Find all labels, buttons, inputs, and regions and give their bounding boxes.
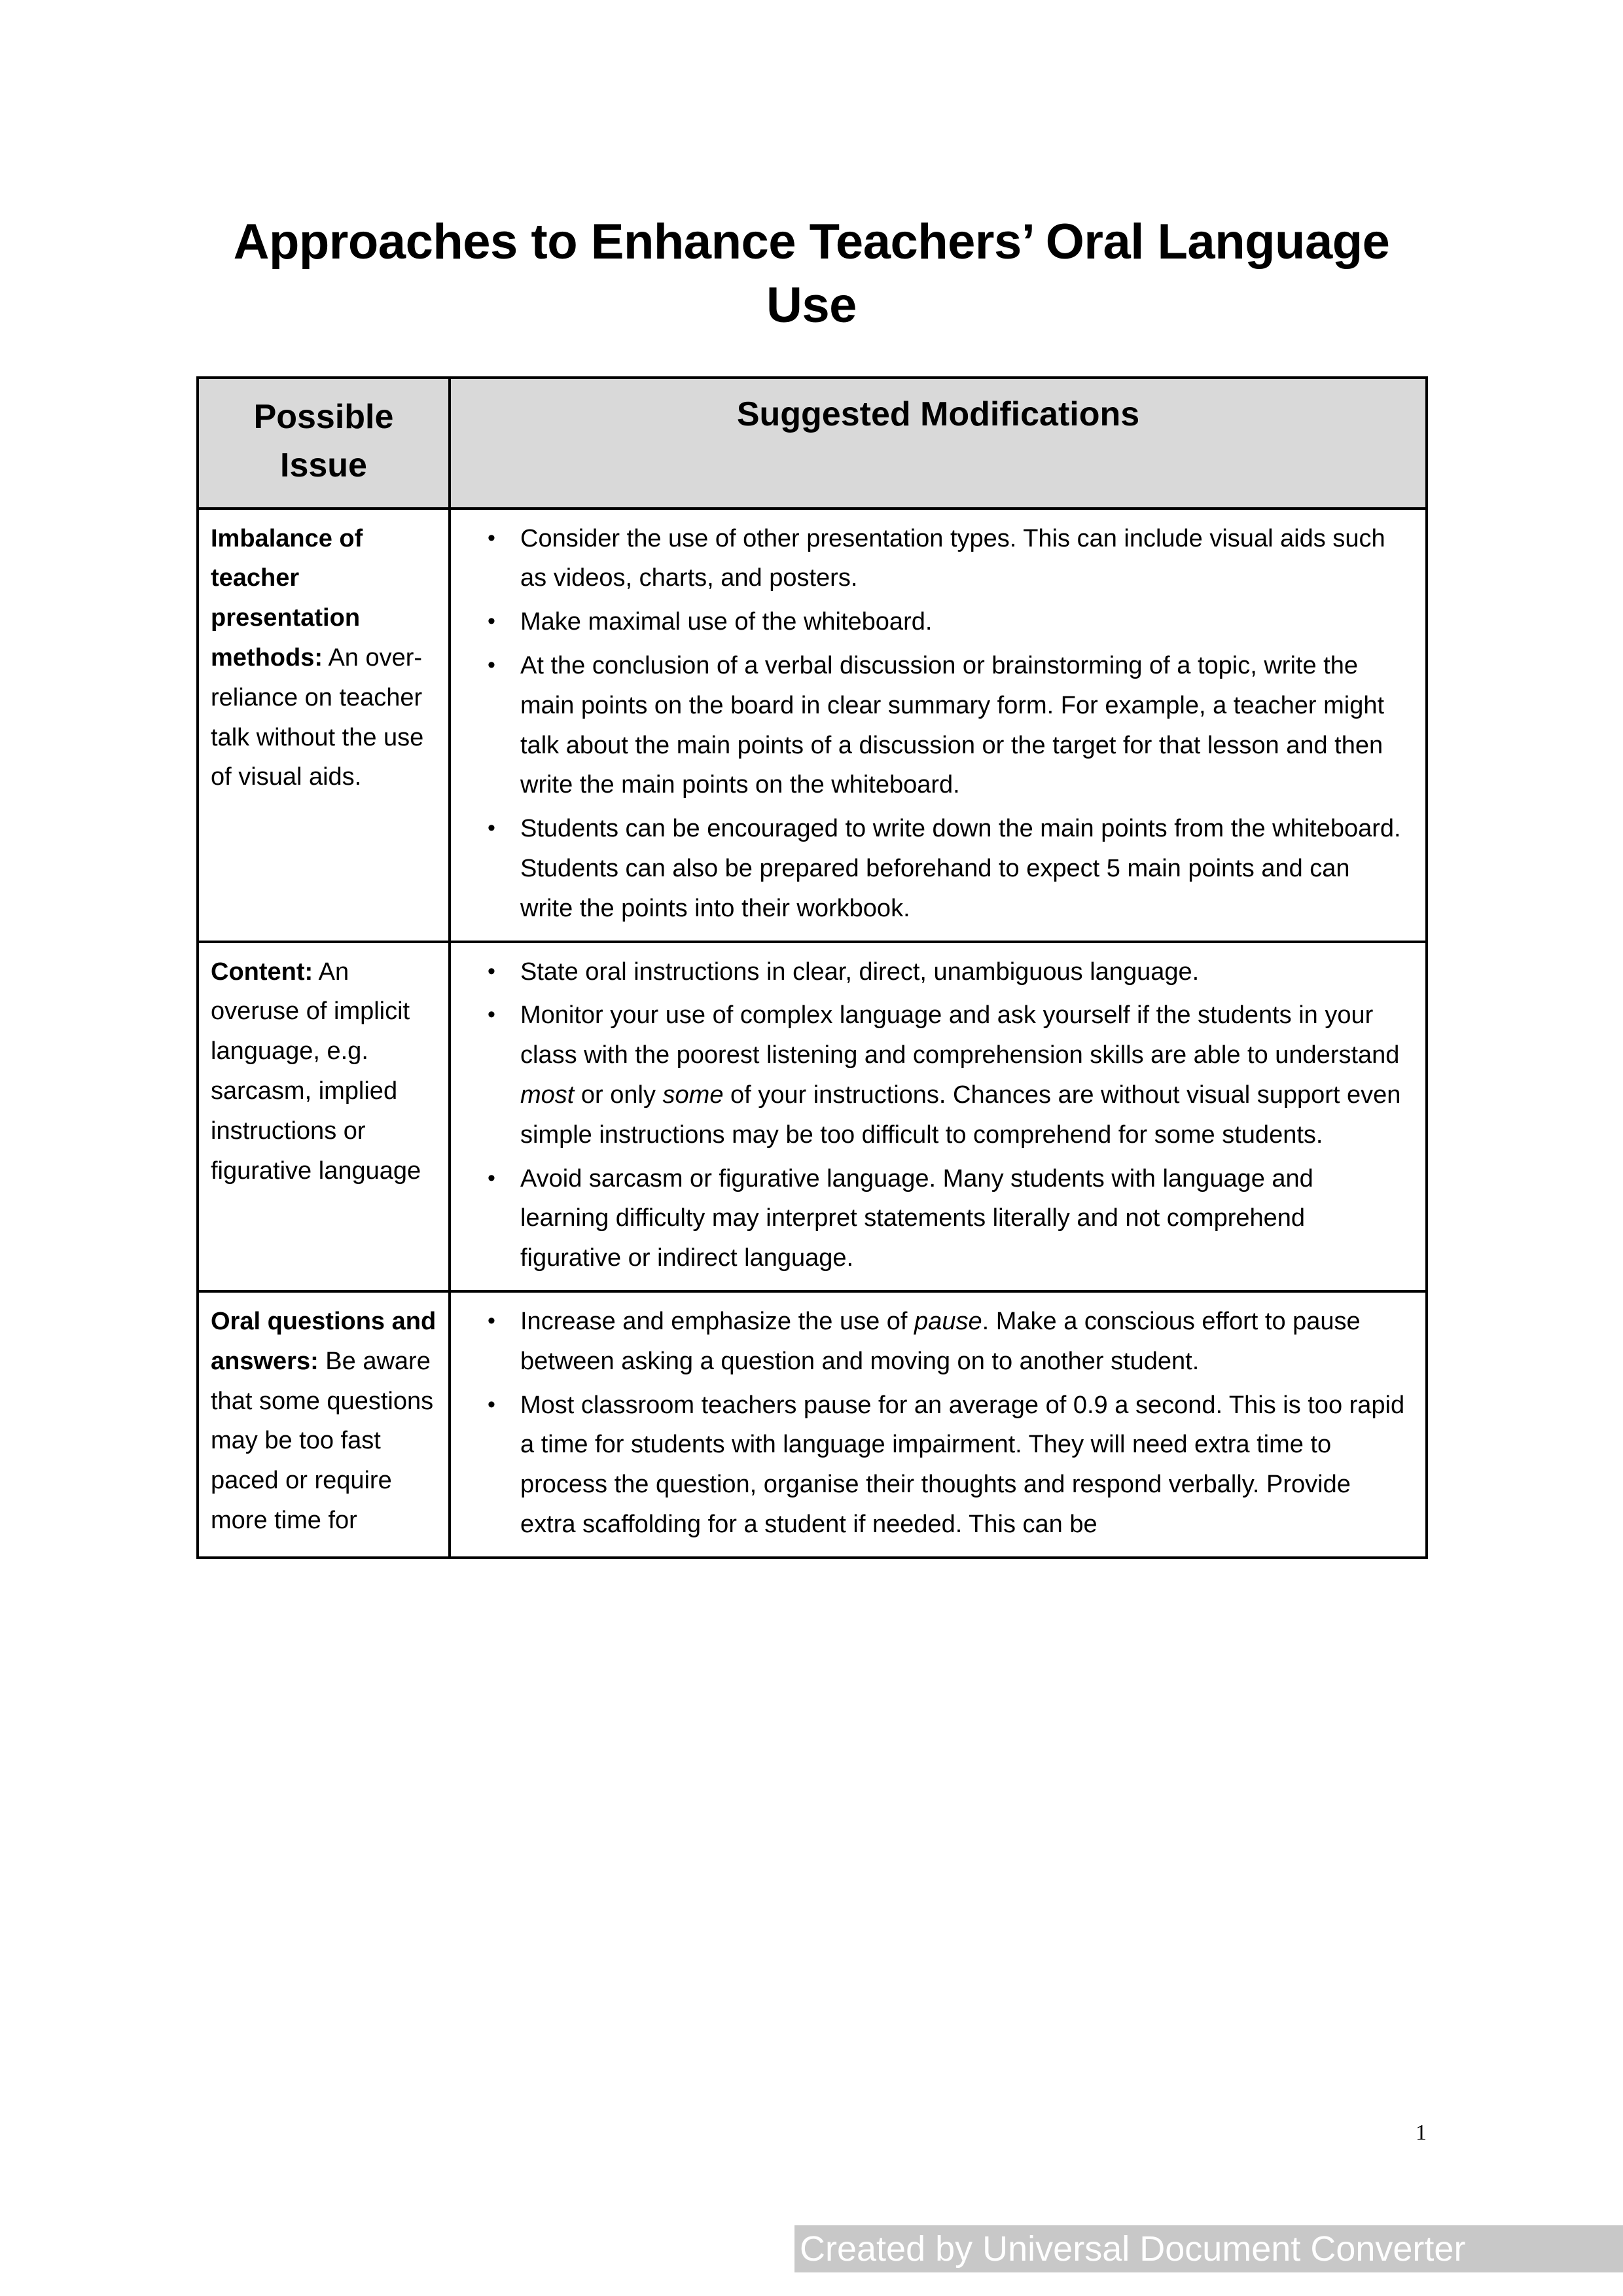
- list-item: • Make maximal use of the whiteboard.: [461, 602, 1408, 642]
- page-number: 1: [1416, 2121, 1427, 2145]
- list-item: • Students can be encouraged to write down the main points from the whiteboard. Students can also be prepared beforehand to expect 5 main points and can write the points into their workbook.: [461, 809, 1408, 928]
- list-item: • Increase and emphasize the use of pause. Make a conscious effort to pause between asking a question and moving on to another student.: [461, 1302, 1408, 1382]
- issue-description: Be aware that some questions may be too fast paced or require more time for: [211, 1347, 434, 1534]
- modifications-cell: [450, 509, 1427, 942]
- emphasized-word: pause: [914, 1308, 982, 1335]
- list-item: • Consider the use of other presentation types. This can include visual aids such as videos, charts, and posters.: [461, 519, 1408, 599]
- column-header-modifications: Suggested Modifications: [450, 378, 1427, 509]
- table-row: [198, 942, 1427, 1291]
- column-header-issue: Possible Issue: [198, 378, 450, 509]
- list-item: • Avoid sarcasm or figurative language. Many students with language and learning difficulty may interpret statements literally and not comprehend figurative or indirect language.: [461, 1159, 1408, 1278]
- modifications-list: [461, 1302, 1408, 1545]
- emphasized-word: most: [520, 1081, 575, 1109]
- watermark-footer: Created by Universal Document Converter: [794, 2225, 1623, 2272]
- list-item: • Monitor your use of complex language and ask yourself if the students in your class with the poorest listening and comprehension skills are able to understand most or only some of your instructions. Chances are without visual support even simple instructions may be too difficult to comprehend for some students.: [461, 996, 1408, 1155]
- modifications-cell: [450, 942, 1427, 1291]
- issue-description: An overuse of implicit language, e.g. sarcasm, implied instructions or figurative language: [211, 958, 421, 1185]
- table-row: [198, 1291, 1427, 1558]
- issue-cell: [198, 1291, 450, 1558]
- issue-cell: [198, 942, 450, 1291]
- list-item: • At the conclusion of a verbal discussion or brainstorming of a topic, write the main points on the board in clear summary form. For example, a teacher might talk about the main points of a discussion or the target for that lesson and then write the main points on the whiteboard.: [461, 646, 1408, 805]
- page-title: Approaches to Enhance Teachers’ Oral Language Use: [233, 213, 1390, 334]
- table-header-row: [198, 378, 1427, 509]
- modifications-list: [461, 952, 1408, 1278]
- issue-label: Content:: [211, 958, 313, 986]
- modifications-table: [196, 376, 1428, 1559]
- list-item: • Most classroom teachers pause for an average of 0.9 a second. This is too rapid a time for students with language impairment. They will need extra time to process the question, organise their thoughts and respond verbally. Provide extra scaffolding for a student if needed. This can be: [461, 1386, 1408, 1545]
- modifications-cell: [450, 1291, 1427, 1558]
- issue-label: Oral questions and answers:: [211, 1308, 437, 1375]
- issue-label: Imbalance of teacher presentation methods:: [211, 524, 363, 672]
- issue-description: An over-reliance on teacher talk without the use of visual aids.: [211, 644, 424, 791]
- table-row: [198, 509, 1427, 942]
- modifications-list: [461, 519, 1408, 929]
- emphasized-word: some: [662, 1081, 724, 1109]
- list-item: • State oral instructions in clear, direct, unambiguous language.: [461, 952, 1408, 992]
- issue-cell: [198, 509, 450, 942]
